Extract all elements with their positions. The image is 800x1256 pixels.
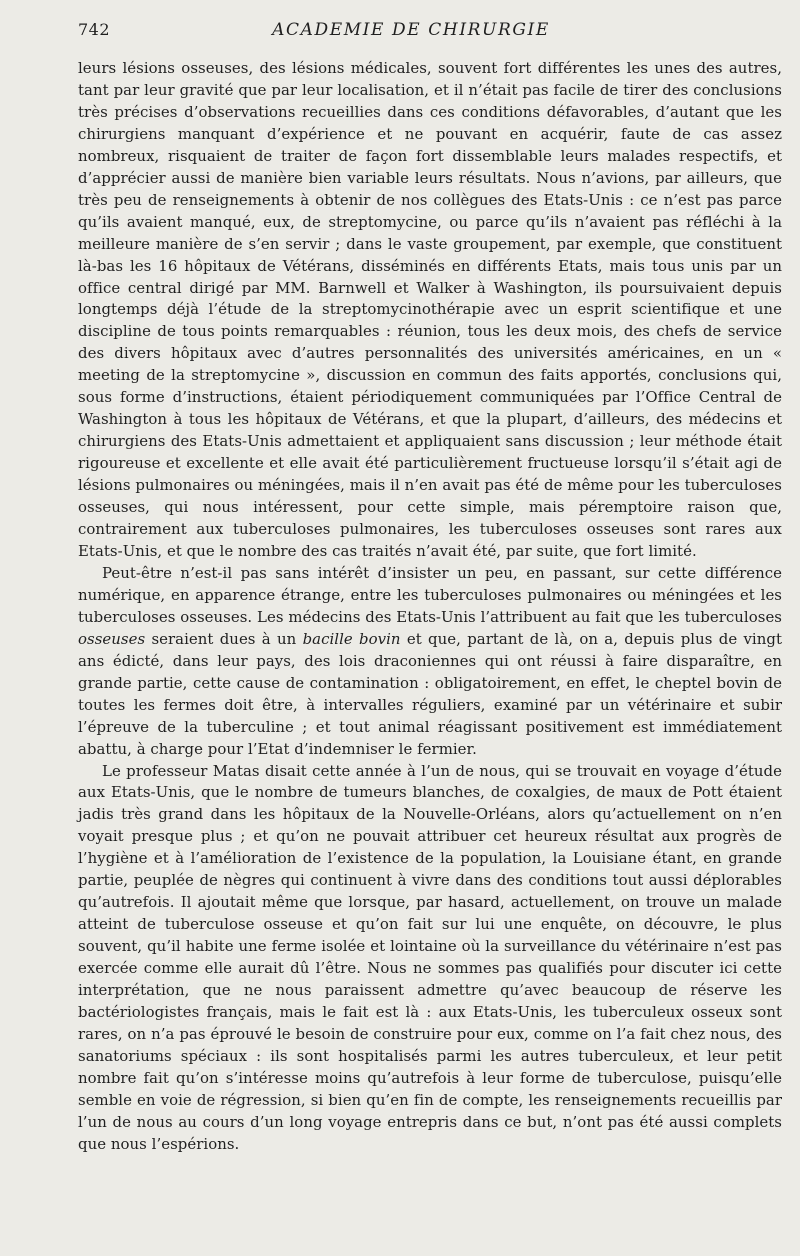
paragraph-3 <box>78 761 782 1156</box>
paragraph-1 <box>78 58 782 563</box>
italic-term-bacille-bovin: bacille bovin <box>302 629 401 648</box>
italic-term-osseuses: osseuses <box>78 629 146 648</box>
paragraph-1-text: leurs lésions osseuses, des lésions médicales, souvent fort différentes les unes des autres, tant par leur gravité que par leur localisation, et il n’était pas facile de tirer des conclusions très précises d’observations recueillies dans ces conditions défavorables, d’autant que les chirurgiens manquant d’expérience et ne pouvant en acquérir, faute de cas assez nombreux, risquaient de traiter de façon fort dissemblable leurs malades respectifs, et d’apprécier aussi de manière bien variable leurs résultats. Nous n’avions, par ailleurs, que très peu de renseignements à obtenir de nos collègues des Etats-Unis : ce n’est pas parce qu’ils avaient manqué, eux, de streptomycine, ou parce qu’ils n’avaient pas réfléchi à la meilleure manière de s’en servir ; dans le vaste groupement, par exemple, que constituent là-bas les 16 hôpitaux de Vétérans, disséminés en différents Etats, mais tous unis par un office central dirigé par MM. Barnwell et Walker à Washington, ils poursuivaient depuis longtemps déjà l’étude de la streptomycinothérapie avec un esprit scientifique et une discipline de tous points remarquables : réunion, tous les deux mois, des chefs de service des divers hôpitaux avec d’autres personnalités des universités américaines, en un « meeting de la streptomycine », discussion en commun des faits apportés, conclusions qui, sous forme d’instructions, étaient périodiquement communiquées par l’Office Central de Washington à tous les hôpitaux de Vétérans, et que la plupart, d’ailleurs, des médecins et chirurgiens des Etats-Unis admettaient et appliquaient sans discussion ; leur méthode était rigoureuse et excellente et elle avait été particulièrement fructueuse lorsqu’il s’était agi de lésions pulmonaires ou méningées, mais il n’en avait pas été de même pour les tuberculoses osseuses, qui nous intéressent, pour cette simple, mais péremptoire raison que, contrairement aux tuberculoses pulmonaires, les tuberculoses osseuses sont rares aux Etats-Unis, et que le nombre des cas traités n’avait été, par suite, que fort limité. <box>78 59 782 560</box>
paragraph-2-text-c: et que, partant de là, on a, depuis plus de vingt ans édicté, dans leur pays, des lois draconiennes qui ont réussi à faire disparaître, en grande partie, cette cause de contamination : obligatoirement, en effet, le cheptel bovin de toutes les fermes doit être, à intervalles réguliers, examiné par un vétérinaire et subir l’épreuve de la tuberculine ; et tout animal réagissant positivement est immédiatement abattu, à charge pour l’Etat d’indemniser le fermier. <box>78 629 782 758</box>
paragraph-2-text-a: Peut-être n’est-il pas sans intérêt d’insister un peu, en passant, sur cette différence numérique, en apparence étrange, entre les tuberculoses pulmonaires ou méningées et les tuberculoses osseuses. Les médecins des Etats-Unis l’attribuent au fait que les tuberculoses <box>78 563 782 626</box>
paragraph-3-text: Le professeur Matas disait cette année à l’un de nous, qui se trouvait en voyage d’étude aux Etats-Unis, que le nombre de tumeurs blanches, de coxalgies, de maux de Pott étaient jadis très grand dans les hôpitaux de la Nouvelle-Orléans, alors qu’actuellement on n’en voyait presque plus ; et qu’on ne pouvait attribuer cet heureux résultat aux progrès de l’hygiène et à l’amélioration de l’existence de la population, la Louisiane étant, en grande partie, peuplée de nègres qui continuent à vivre dans des conditions tout aussi déplorables qu’autrefois. Il ajoutait même que lorsque, par hasard, actuellement, on trouve un malade atteint de tuberculose osseuse et qu’on fait sur lui une enquête, on découvre, le plus souvent, qu’il habite une ferme isolée et lointaine où la surveillance du vétérinaire n’est pas exercée comme elle aurait dû l’être. Nous ne sommes pas qualifiés pour discuter ici cette interprétation, que ne nous paraissent admettre qu’avec beaucoup de réserve les bactériologistes français, mais le fait est là : aux Etats-Unis, les tuberculeux osseux sont rares, on n’a pas éprouvé le besoin de construire pour eux, comme on l’a fait chez nous, des sanatoriums spéciaux : ils sont hospitalisés parmi les autres tuberculeux, et leur petit nombre fait qu’on s’intéresse moins qu’autrefois à leur forme de tuberculose, puisqu’elle semble en voie de régression, si bien qu’en fin de compte, les renseignements recueillis par l’un de nous au cours d’un long voyage entrepris dans ce but, n’ont pas été aussi complets que nous l’espérions. <box>78 761 782 1153</box>
running-title: ACADEMIE DE CHIRURGIE <box>272 20 550 40</box>
paragraph-2-text-b: seraient dues à un <box>145 629 303 648</box>
paragraph-2 <box>78 563 782 761</box>
page-header <box>78 18 744 46</box>
page-number: 742 <box>78 20 111 39</box>
body-text <box>78 58 782 1156</box>
